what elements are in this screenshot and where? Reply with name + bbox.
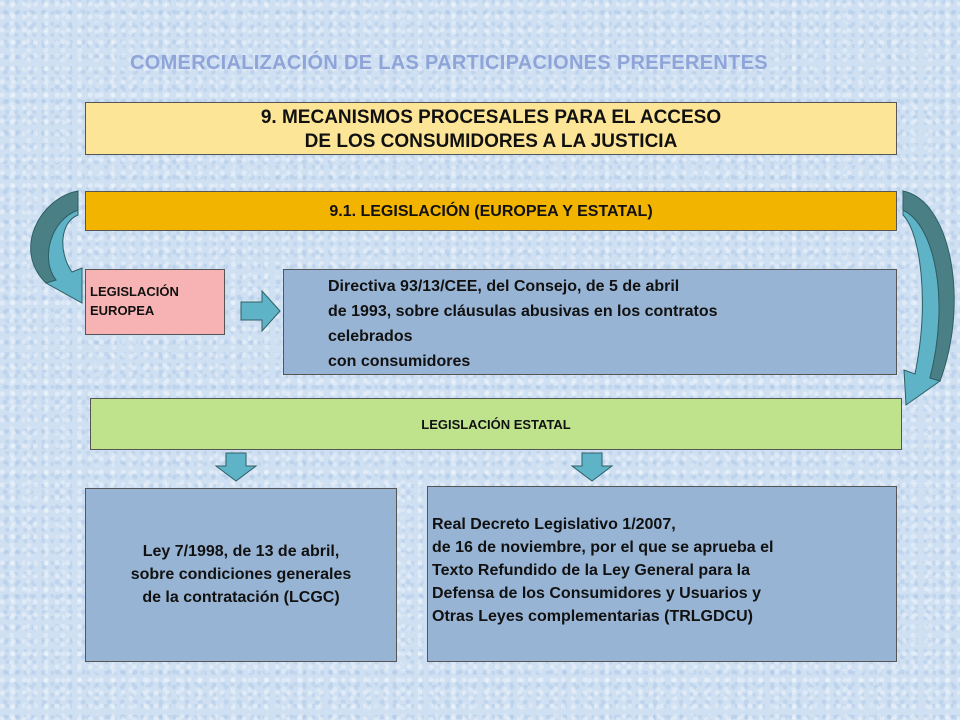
down-arrow-left-icon bbox=[216, 453, 256, 481]
real-decreto-line: Otras Leyes complementarias (TRLGDCU) bbox=[432, 608, 753, 625]
directive-line: celebrados bbox=[328, 328, 413, 345]
real-decreto-line: Real Decreto Legislativo 1/2007, bbox=[432, 516, 676, 533]
european-label-line-1: LEGISLACIÓN bbox=[90, 284, 179, 299]
real-decreto-line: de 16 de noviembre, por el que se aprueba el bbox=[432, 539, 774, 556]
down-arrow-right-icon bbox=[572, 453, 612, 481]
subtitle-box: 9.1. LEGISLACIÓN (EUROPEA Y ESTATAL) bbox=[85, 191, 897, 231]
right-arrow-icon bbox=[241, 291, 280, 331]
directive-line: de 1993, sobre cláusulas abusivas en los contratos bbox=[328, 303, 718, 320]
main-title-line-2: DE LOS CONSUMIDORES A LA JUSTICIA bbox=[304, 131, 678, 152]
directive-line: Directiva 93/13/CEE, del Consejo, de 5 de abril bbox=[328, 278, 680, 295]
ley-line: de la contratación (LCGC) bbox=[142, 589, 340, 606]
real-decreto-line: Texto Refundido de la Ley General para la bbox=[432, 562, 751, 579]
real-decreto-line: Defensa de los Consumidores y Usuarios y bbox=[432, 585, 761, 602]
state-legislation-box: LEGISLACIÓN ESTATAL bbox=[90, 398, 902, 450]
directive-line: con consumidores bbox=[328, 353, 471, 370]
ley-line: Ley 7/1998, de 13 de abril, bbox=[142, 543, 340, 560]
main-title-line-1: 9. MECANISMOS PROCESALES PARA EL ACCESO bbox=[260, 107, 722, 128]
european-label-line-2: EUROPEA bbox=[90, 303, 155, 318]
page-header-title: COMERCIALIZACIÓN DE LAS PARTICIPACIONES PREFERENTES bbox=[130, 52, 768, 74]
ley-line: sobre condiciones generales bbox=[130, 566, 352, 583]
